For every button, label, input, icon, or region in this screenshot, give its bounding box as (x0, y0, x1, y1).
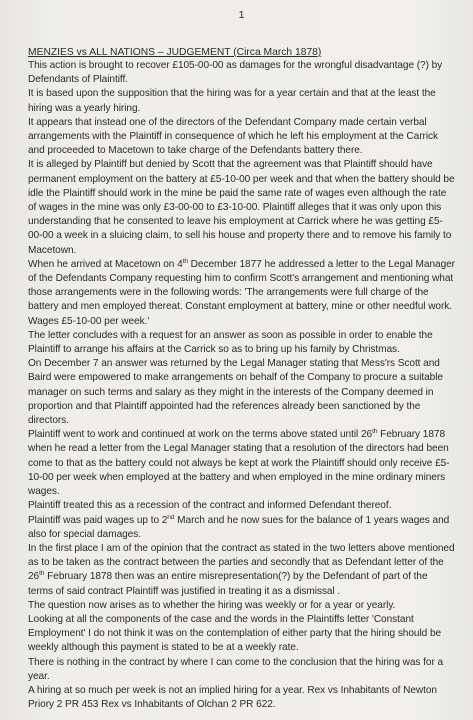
paragraph: It is alleged by Plaintiff but denied by Scott that the agreement was that Plaintiff should have permanent employment on the battery at £5-10-00 per week and that when the battery should be idle the Plaintiff should work in the mine be paid the same rate of wages even although the rate of wages in the mine was only £3-00-00 to £3-10-00. Plaintiff alleges that it was only upon this understanding that he consented to leave his employment at Carrick where he was getting £5-00-00 a week in a sluicing claim, to sell his house and property there and to remove his family to Macetown. (28, 159, 455, 256)
paragraph: The question now arises as to whether the hiring was weekly or for a year or yearly. (28, 599, 396, 611)
document-body (28, 59, 455, 712)
paragraph (28, 428, 455, 499)
paragraph: It is based upon the supposition that the hiring was for a year certain and that at the least the hiring was a yearly hiring. (28, 88, 436, 114)
paragraph-text: December 1877 he addressed a letter to the Legal Manager of the Defendants Company requesting him to confirm Scott's arrangement and mentioning what those arrangements were in the following words: 'The arrangements were full charge of the battery and men employed thereat. Constant employment at battery, mine or other needful work. (28, 258, 455, 313)
paragraph: There is nothing in the contract by where I can come to the conclusion that the hiring was for a year. (28, 656, 444, 682)
paragraph-text: Plaintiff was paid wages up to 2 (28, 514, 168, 526)
paragraph-text: February 1878 then was an entire misrepresentation(?) by the Defendant of part of the terms of said contract Plaintiff was justified in treating it as a dismissal . (28, 571, 428, 597)
paragraph-text: Plaintiff went to work and continued at work on the terms above stated until 26 (28, 429, 373, 441)
ordinal-suffix: th (372, 428, 378, 436)
paragraph: Plaintiff treated this as a recession of the contract and informed Defendant thereof. (28, 500, 392, 512)
paragraph (28, 514, 455, 542)
paragraph-text: March and he now sues for the balance of 1 years wages and also for special damages. (28, 514, 450, 540)
paragraph (28, 542, 455, 599)
paragraph: Wages £5-10-00 per week.' (28, 315, 150, 327)
ordinal-suffix: nd (167, 513, 175, 521)
page-number: 1 (238, 9, 245, 21)
paragraph: On December 7 an answer was returned by the Legal Manager stating that Mess'rs Scott and Baird were empowered to make arrangements on behalf of the Company to procure a suitable manager on such terms and salary as they might in the interests of the Company deemed in proportion and that Plaintiff appointed had the references already been sanctioned by the directors. (28, 358, 443, 427)
document-title: MENZIES vs ALL NATIONS – JUDGEMENT (Circa March 1878) (28, 47, 322, 58)
paragraph: This action is brought to recover £105-00-00 as damages for the wrongful disadvantage (?) by Defendants of Plaintiff. (28, 60, 443, 86)
paragraph: It appears that instead one of the directors of the Defendant Company made certain verbal arrangements with the Plaintiff in consequence of which he left his employment at the Carrick and proceeded to Macetown to take charge of the Defendants battery there. (28, 116, 438, 157)
paragraph (28, 258, 455, 315)
paragraph: A hiring at so much per week is not an implied hiring for a year. Rex vs Inhabitants of Newton Priory 2 PR 453 Rex vs Inhabitants of Olchan 2 PR 622. (28, 684, 437, 711)
ordinal-suffix: th (182, 257, 188, 265)
paragraph: The letter concludes with a request for an answer as soon as possible in order to enable the Plaintiff to arrange his affairs at the Carrick so as to bring up his family by Christmas. (28, 329, 433, 356)
paragraph-text: In the first place I am of the opinion that the contract as stated in the two letters above mentioned as to be taken as the contract between the parties and secondly that as Defendant letter of the 26 (28, 542, 455, 583)
paragraph-text: February 1878 when he read a letter from the Legal Manager stating that a resolution of the directors had been come to that as the battery could not always be kept at work the Plaintiff should only receive £5-10-00 per week when employed at the battery and when employed in the mine ordinary miners wages. (28, 429, 450, 498)
ordinal-suffix: th (39, 570, 45, 578)
paragraph: Looking at all the components of the case and the words in the Plaintiffs letter 'Constant Employment' I do not think it was on the contemplation of either party that the hiring should be weekly although this payment is stated to be at a weekly rate. (28, 613, 442, 654)
paragraph-text: When he arrived at Macetown on 4 (28, 258, 183, 270)
